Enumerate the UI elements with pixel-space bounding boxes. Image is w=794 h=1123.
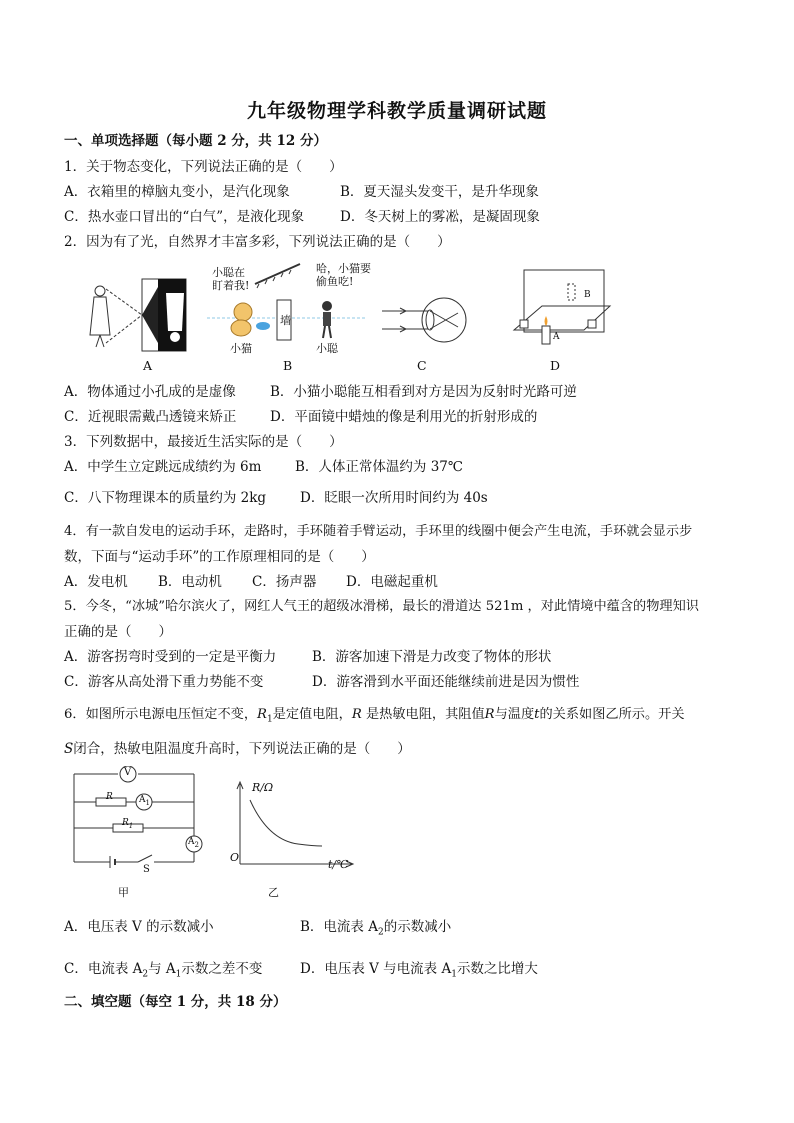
- q2-boy-speech-line2: 偷鱼吃!: [316, 275, 354, 288]
- q6-graph-x-label: t/℃: [328, 858, 349, 871]
- q6-symbol-t: t: [534, 707, 540, 722]
- q4-stem-line1: 4．有一款自发电的运动手环，走路时，手环随着手臂运动，手环里的线圈中便会产生电流，手环就会显示步: [64, 524, 693, 539]
- q2-option-b: B．小猫小聪能互相看到对方是因为反射时光路可逆: [270, 384, 577, 400]
- q2-stem: 2．因为有了光，自然界才丰富多彩，下列说法正确的是（ ）: [64, 234, 451, 250]
- q1-option-a: A．衣箱里的樟脑丸变小，是汽化现象: [64, 184, 290, 200]
- q6-stem-part2: 是定值电阻，: [272, 707, 352, 722]
- q5-option-a: A．游客拐弯时受到的一定是平衡力: [64, 649, 277, 665]
- q6-figure-jia-label: 甲: [118, 886, 129, 899]
- q3-option-d: D．眨眼一次所用时间约为 40s: [300, 490, 488, 506]
- q6-a1-text: A: [139, 795, 146, 805]
- q2-boy-label: 小聪: [316, 342, 338, 355]
- q1-option-c: C．热水壶口冒出的“白气”，是液化现象: [64, 209, 305, 225]
- q6-symbol-r-again: R: [484, 707, 495, 722]
- q6-resistor-r-label: R: [106, 792, 113, 802]
- section-1-heading: 一、单项选择题（每小题 2 分，共 12 分）: [64, 133, 327, 149]
- q6-option-b: B．电流表 $A_2$的示数减小: [300, 919, 452, 938]
- q6-stem-part4: 与温度: [494, 707, 535, 722]
- q6-figure-yi-label: 乙: [268, 886, 279, 899]
- q6-option-d: D．电压表 V 与电流表 $A_1$示数之比增大: [300, 961, 538, 980]
- q6-option-c: C．电流表 $A_2$与 $A_1$示数之差不变: [64, 961, 263, 980]
- q6-option-c-part3: 示数之差不变: [181, 961, 263, 977]
- q6-graph-origin: O: [230, 851, 240, 864]
- q5-stem-line1: 5．今冬，“冰城”哈尔滨火了，网红人气王的超级冰滑梯，最长的滑道达 521m ，对此情境中蕴含的物理知识: [64, 599, 699, 614]
- q6-stem-part6: 闭合，热敏电阻温度升高时，下列说法正确的是（ ）: [73, 741, 411, 757]
- q2-cat-speech-line2: 盯着我!: [212, 279, 250, 292]
- q6-option-d-part1: D．电压表 V 与电流表 A: [300, 961, 452, 977]
- q4-option-c: C．扬声器: [252, 574, 317, 590]
- q6-symbol-r1: R: [257, 707, 267, 722]
- q2-wall-label: 墙: [280, 314, 291, 327]
- q6-circuit-diagram: [68, 766, 208, 871]
- q6-stem-part3: 是热敏电阻，其阻值: [361, 707, 485, 722]
- q3-option-a: A．中学生立定跳远成绩约为 6m: [64, 459, 262, 475]
- q6-option-d-part2: 示数之比增大: [456, 961, 538, 977]
- q6-option-b-part2: 的示数减小: [383, 919, 452, 935]
- q6-switch-label: S: [143, 864, 150, 875]
- q2-option-d: D．平面镜中蜡烛的像是利用光的折射形成的: [270, 409, 538, 425]
- q4-stem-line2: 数，下面与“运动手环”的工作原理相同的是（ ）: [64, 549, 375, 565]
- q1-option-d: D．冬天树上的雾凇，是凝固现象: [340, 209, 540, 225]
- q2-cat-speech: [212, 266, 249, 292]
- q2-cat-speech-line1: 小聪在: [212, 266, 245, 279]
- q6-option-a: A．电压表 V 的示数减小: [64, 919, 214, 935]
- q6-option-b-part1: B．电流表 A: [300, 919, 378, 935]
- q2-figure-c-eye: [382, 295, 472, 345]
- q6-stem-part1: 6．如图所示电源电压恒定不变，: [64, 707, 258, 722]
- q1-option-b: B．夏天湿头发变干，是升华现象: [340, 184, 539, 200]
- q6-stem-part5: 的关系如图乙所示。开关: [539, 707, 685, 722]
- q5-stem-line2: 正确的是（ ）: [64, 624, 172, 640]
- q2-fig-d-b: B: [584, 290, 591, 300]
- q5-option-c: C．游客从高处滑下重力势能不变: [64, 674, 264, 690]
- section-2-heading: 二、填空题（每空 1 分，共 18 分）: [64, 994, 287, 1010]
- q1-stem: 1．关于物态变化，下列说法正确的是（ ）: [64, 159, 343, 175]
- q2-figure-label-c: C: [417, 358, 427, 373]
- q5-option-b: B．游客加速下滑是力改变了物体的形状: [312, 649, 552, 665]
- q6-a2-text: A: [188, 837, 195, 847]
- q2-option-a: A．物体通过小孔成的是虚像: [64, 384, 236, 400]
- q6-resistor-r1-label: $R_1$: [122, 818, 134, 830]
- q6-ammeter-a1-label: $A_1$: [139, 795, 150, 807]
- q2-figure-d-candle-mirror: [512, 266, 612, 351]
- q4-option-b: B．电动机: [158, 574, 222, 590]
- q2-figure-label-b: B: [283, 358, 293, 373]
- q4-option-a: A．发电机: [64, 574, 128, 590]
- q2-boy-speech-line1: 哈，小猫要: [316, 262, 371, 275]
- q2-cat-label: 小猫: [230, 342, 252, 355]
- q3-option-b: B．人体正常体温约为 37℃: [295, 459, 463, 475]
- q2-option-c: C．近视眼需戴凸透镜来矫正: [64, 409, 237, 425]
- q5-option-d: D．游客滑到水平面还能继续前进是因为惯性: [312, 674, 580, 690]
- q3-option-c: C．八下物理课本的质量约为 2kg: [64, 490, 267, 506]
- q4-option-d: D．电磁起重机: [346, 574, 438, 590]
- q6-stem-line1: 6．如图所示电源电压恒定不变，$R_1$是定值电阻，R 是热敏电阻，其阻值R与温度t的关系如图乙所示。开关: [64, 707, 685, 725]
- q6-option-c-part1: C．电流表 A: [64, 961, 143, 977]
- q2-fig-d-a: A: [553, 332, 560, 342]
- q6-voltmeter-label: V: [124, 767, 132, 778]
- q6-ammeter-a2-label: $A_2$: [188, 837, 199, 849]
- q2-figure-a-pinhole: [80, 275, 200, 355]
- q2-figure-label-a: A: [143, 358, 153, 373]
- page-title: 九年级物理学科教学质量调研试题: [246, 100, 547, 122]
- q6-symbol-r: R: [351, 707, 362, 722]
- q6-option-c-part2: 与 A: [148, 961, 176, 977]
- q6-graph-y-label: R/Ω: [252, 781, 274, 794]
- q6-symbol-s: S: [64, 741, 74, 757]
- q3-stem: 3．下列数据中，最接近生活实际的是（ ）: [64, 434, 343, 450]
- q6-r1-text: R: [122, 818, 129, 828]
- q2-boy-speech: [316, 262, 371, 288]
- q2-figure-label-d: D: [550, 358, 561, 373]
- q6-stem-line2: [64, 740, 411, 758]
